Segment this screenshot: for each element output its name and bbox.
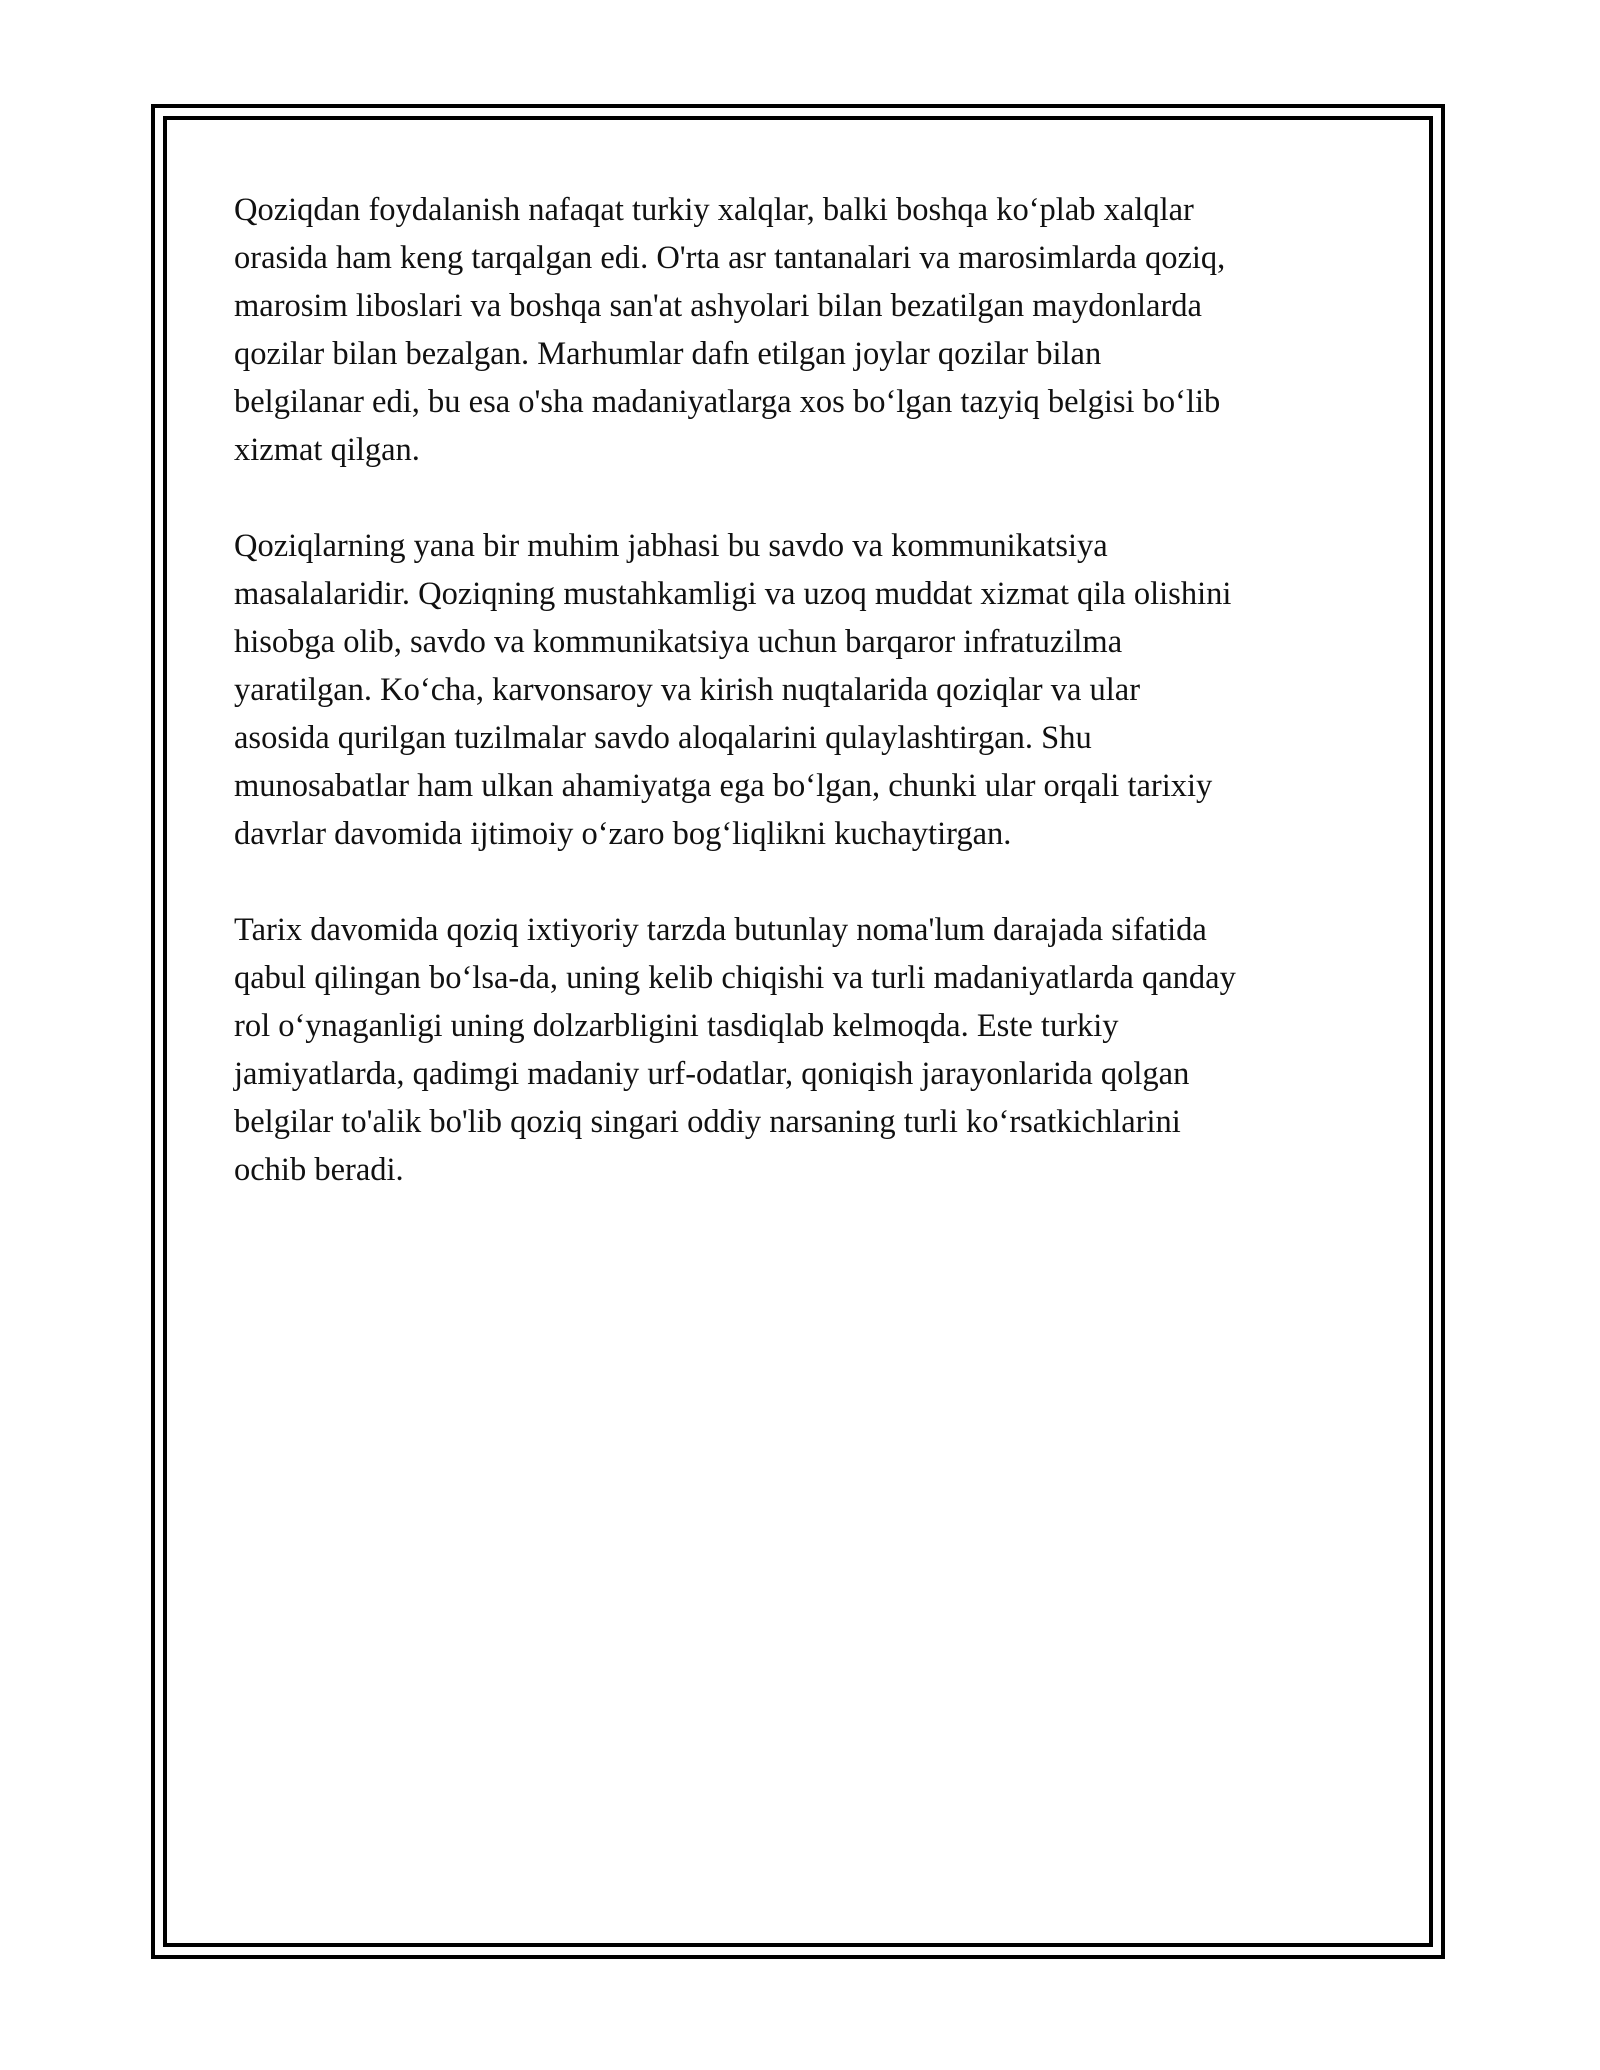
text-line: hisobga olib, savdo va kommunikatsiya uchun barqaror infratuzilma [234, 624, 1123, 660]
text-line: qabul qilingan bo‘lsa-da, uning kelib chiqishi va turli madaniyatlarda qanday [234, 960, 1236, 996]
text-line: belgilar to'alik bo'lib qoziq singari oddiy narsaning turli ko‘rsatkichlarini [234, 1104, 1181, 1140]
paragraph-3 [234, 906, 1384, 1194]
text-line: asosida qurilgan tuzilmalar savdo aloqalarini qulaylashtirgan. Shu [234, 720, 1092, 756]
text-line: marosim liboslari va boshqa san'at ashyolari bilan bezatilgan maydonlarda [234, 288, 1202, 324]
text-line: davrlar davomida ijtimoiy o‘zaro bog‘liqlikni kuchaytirgan. [234, 816, 1012, 852]
text-line: Tarix davomida qoziq ixtiyoriy tarzda butunlay noma'lum darajada sifatida [234, 912, 1207, 948]
text-line: qozilar bilan bezalgan. Marhumlar dafn etilgan joylar qozilar bilan [234, 336, 1102, 372]
text-line: ochib beradi. [234, 1152, 404, 1188]
text-line: rol o‘ynaganligi uning dolzarbligini tasdiqlab kelmoqda. Este turkiy [234, 1008, 1119, 1044]
document-body [234, 186, 1384, 1242]
paragraph-1 [234, 186, 1384, 474]
text-line: munosabatlar ham ulkan ahamiyatga ega bo‘lgan, chunki ular orqali tarixiy [234, 768, 1213, 804]
text-line: belgilanar edi, bu esa o'sha madaniyatlarga xos bo‘lgan tazyiq belgisi bo‘lib [234, 384, 1221, 420]
text-line: masalalaridir. Qoziqning mustahkamligi va uzoq muddat xizmat qila olishini [234, 576, 1232, 612]
text-line: yaratilgan. Ko‘cha, karvonsaroy va kirish nuqtalarida qoziqlar va ular [234, 672, 1141, 708]
text-line: Qoziqdan foydalanish nafaqat turkiy xalqlar, balki boshqa ko‘plab xalqlar [234, 192, 1194, 228]
paragraph-2 [234, 522, 1384, 858]
text-line: xizmat qilgan. [234, 432, 420, 468]
text-line: Qoziqlarning yana bir muhim jabhasi bu savdo va kommunikatsiya [234, 528, 1108, 564]
text-line: jamiyatlarda, qadimgi madaniy urf-odatlar, qoniqish jarayonlarida qolgan [234, 1056, 1190, 1092]
text-line: orasida ham keng tarqalgan edi. O'rta asr tantanalari va marosimlarda qoziq, [234, 240, 1226, 276]
